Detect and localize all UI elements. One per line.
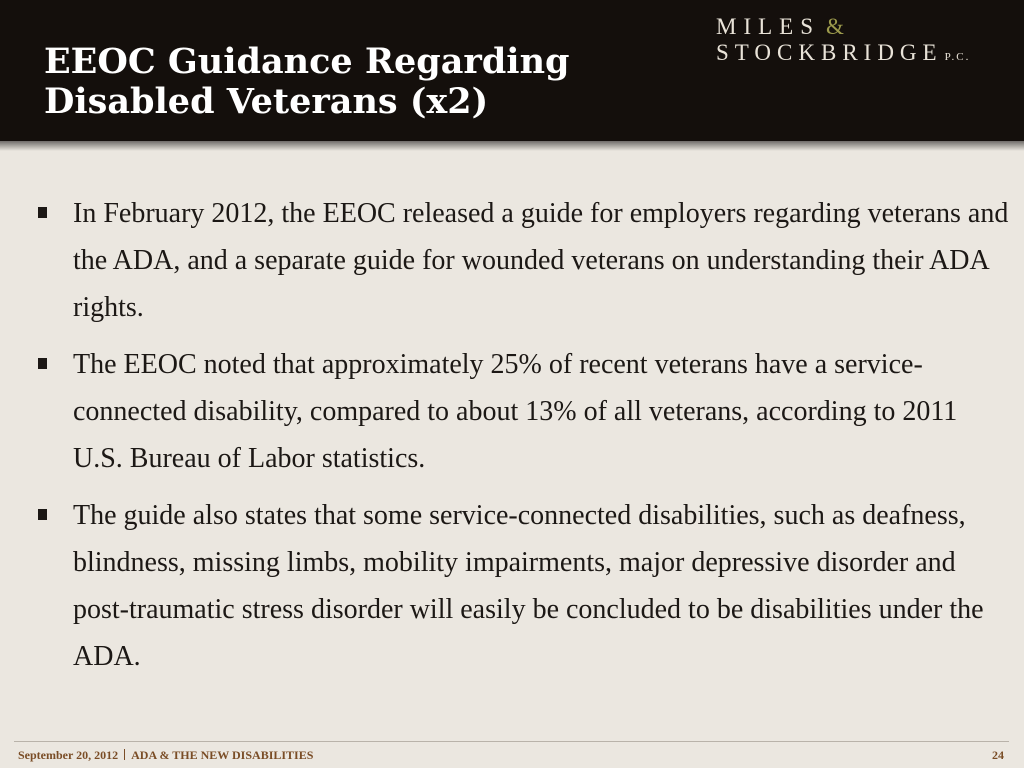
footer-date: September 20, 2012 bbox=[18, 748, 119, 762]
bullet-item bbox=[34, 492, 1009, 680]
slide-title-line-2: Disabled Veterans (x2) bbox=[44, 81, 489, 122]
square-bullet-icon bbox=[38, 207, 47, 218]
square-bullet-icon bbox=[38, 358, 47, 369]
logo-line-1 bbox=[716, 14, 970, 40]
company-logo bbox=[716, 14, 970, 70]
footer-divider bbox=[14, 741, 1009, 742]
logo-ampersand: & bbox=[826, 14, 851, 39]
slide-title bbox=[44, 42, 570, 122]
logo-word-miles: MILES bbox=[716, 14, 820, 39]
page-number: 24 bbox=[992, 748, 1004, 762]
footer-separator bbox=[124, 749, 125, 760]
logo-line-2 bbox=[716, 40, 970, 70]
bullet-item bbox=[34, 341, 1009, 482]
square-bullet-icon bbox=[38, 509, 47, 520]
slide-title-line-1: EEOC Guidance Regarding bbox=[44, 41, 570, 82]
logo-word-stockbridge: STOCKBRIDGE bbox=[716, 40, 943, 65]
footer-topic: ADA & THE NEW DISABILITIES bbox=[131, 748, 314, 762]
bullet-text: The EEOC noted that approximately 25% of recent veterans have a service-connected disability, compared to about 13% of all veterans, according to 2011 U.S. Bureau of Labor statistics. bbox=[73, 349, 958, 474]
slide-footer bbox=[18, 748, 1008, 763]
bullet-text: The guide also states that some service-connected disabilities, such as deafness, blindness, missing limbs, mobility impairments, major depressive disorder and post-traumatic stress disorder will easily be concluded to be disabilities under the ADA. bbox=[73, 500, 984, 672]
header-shadow bbox=[0, 141, 1024, 151]
logo-suffix: P.C. bbox=[944, 51, 971, 63]
bullet-list bbox=[34, 190, 1009, 690]
bullet-text: In February 2012, the EEOC released a guide for employers regarding veterans and the ADA, and a separate guide for wounded veterans on understanding their ADA rights. bbox=[73, 198, 1009, 323]
bullet-item bbox=[34, 190, 1009, 331]
